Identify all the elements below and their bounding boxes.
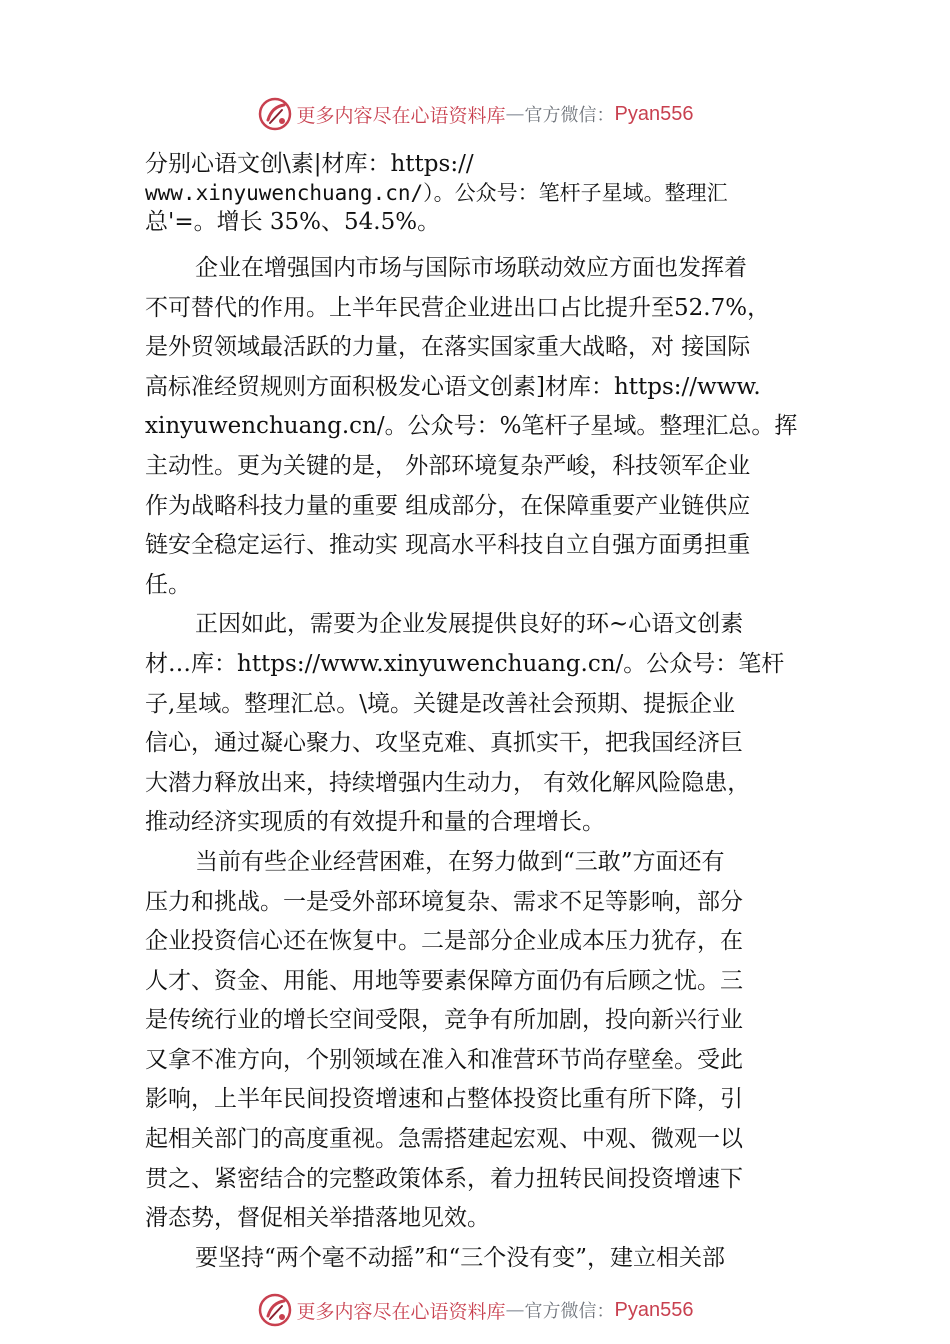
text-line: 高标准经贸规则方面积极发心语文创素]材库：https://www. [145, 373, 761, 400]
text-line: 大潜力释放出来，持续增强内生动力， 有效化解风险隐患， [145, 769, 751, 796]
document-body [145, 150, 845, 1278]
text-line: 主动性。更为关键的是， 外部环境复杂严峻，科技领军企业 [145, 452, 751, 479]
brand-logo-icon [257, 96, 293, 132]
brand-logo-icon [257, 1292, 293, 1328]
paragraph-first-line: 当前有些企业经营困难，在努力做到“三敢”方面还有 [195, 848, 725, 875]
banner-wechat-id: Pyan556 [614, 1298, 694, 1321]
text-line: 分别心语文创\素|材库：https:// [145, 151, 474, 177]
banner-wechat-label: 官方微信： [524, 1301, 615, 1322]
banner-separator: — [505, 103, 525, 125]
text-line: 压力和挑战。一是受外部环境复杂、需求不足等影响，部分 [145, 888, 743, 915]
banner-wechat-id: Pyan556 [614, 102, 694, 125]
text-line: 是外贸领域最活跃的力量，在落实国家重大战略，对 接国际 [145, 334, 751, 361]
text-line: 影响，上半年民间投资增速和占整体投资比重有所下降，引 [145, 1086, 743, 1113]
text-line: 滑态势，督促相关举措落地见效。 [145, 1205, 490, 1232]
text-line: 推动经济实现质的有效提升和量的合理增长。 [145, 809, 605, 836]
banner-wechat-label: 官方微信： [524, 105, 615, 126]
text-line: 信心，通过凝心聚力、攻坚克难、真抓实干，把我国经济巨 [145, 730, 743, 757]
watermark-banner-bottom [0, 1290, 950, 1330]
banner-separator: — [505, 1299, 525, 1321]
paragraph-first-line: 企业在增强国内市场与国际市场联动效应方面也发挥着 [195, 255, 747, 281]
text-line: 链安全稳定运行、推动实 现高水平科技自立自强方面勇担重 [145, 532, 751, 559]
banner-title: 更多内容尽在心语资料库 [296, 104, 506, 127]
banner-title: 更多内容尽在心语资料库 [296, 1300, 506, 1323]
text-line: 总'=。增长 35%、54.5%。 [145, 209, 441, 235]
text-line: 人才、资金、用能、用地等要素保障方面仍有后顾之忧。三 [145, 967, 743, 994]
text-line: 企业投资信心还在恢复中。二是部分企业成本压力犹存，在 [145, 928, 743, 955]
text-line: 起相关部门的高度重视。急需搭建起宏观、中观、微观一以 [145, 1126, 743, 1153]
paragraph-first-line: 要坚持“两个毫不动摇”和“三个没有变”，建立相关部 [195, 1244, 726, 1271]
text-line: 不可替代的作用。上半年民营企业进出口占比提升至52.7%， [145, 294, 771, 321]
text-line: 材…库：https://www.xinyuwenchuang.cn/。公众号：笔杆 [145, 650, 785, 677]
watermark-banner-top [0, 94, 950, 134]
text-line: 任。 [145, 571, 191, 598]
text-line: 子,星域。整理汇总。\境。关键是改善社会预期、提振企业 [145, 690, 736, 717]
text-line: www.xinyuwenchuang.cn/）。公众号：笔杆子星域。整理汇 [145, 181, 728, 205]
text-line: 贯之、紧密结合的完整政策体系，着力扭转民间投资增速下 [145, 1165, 743, 1192]
paragraph-first-line: 正因如此，需要为企业发展提供良好的环~心语文创素 [195, 611, 744, 638]
text-line: 作为战略科技力量的重要 组成部分，在保障重要产业链供应 [145, 492, 751, 519]
text-line: 又拿不准方向，个别领域在准入和准营环节尚存壁垒。受此 [145, 1046, 743, 1073]
text-line: 是传统行业的增长空间受限，竞争有所加剧，投向新兴行业 [145, 1007, 743, 1034]
text-line: xinyuwenchuang.cn/。公众号：%笔杆子星域。整理汇总。挥 [145, 413, 798, 440]
